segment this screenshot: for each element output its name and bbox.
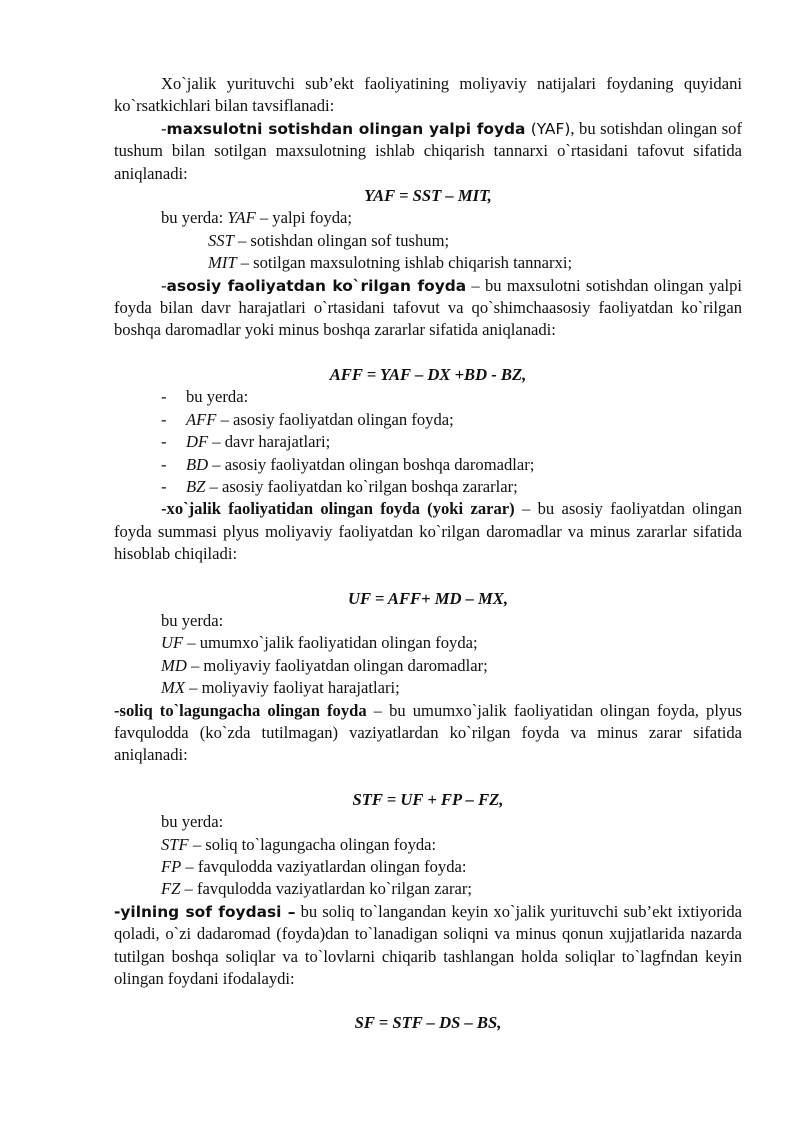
definition-line [114, 454, 742, 476]
definition-line [114, 409, 742, 431]
definition-line [114, 677, 742, 699]
term-gross-profit: maxsulotni sotishdan olingan yalpi foyda [166, 119, 526, 138]
def-text: – sotilgan maxsulotning ishlab chiqarish tannarxi; [236, 253, 573, 273]
section-text: bu soliq to`langandan keyin xo`jalik yurituvchi sub’ekt ixtiyorida qoladi, o`zi dadaromad (foyda)dan to`lanadigan soliqni va minus qonun xujjatlarida nazarda tutilgan boshqa soliqlar va to`lovlarni chiqarib tashlangan holda soliqlar to`lagfndan keyin olingan foydani ifodalaydi: [114, 901, 742, 989]
def-symbol: MX [161, 678, 185, 698]
where-label: bu yerda: [186, 387, 249, 407]
section-net-profit [114, 901, 742, 991]
definition-line [114, 878, 742, 900]
dash-marker: - [161, 432, 167, 452]
section-text: – bu asosiy faoliyatdan olingan foyda summasi plyus moliyaviy faoliyatdan ko`rilgan daromadlar va minus zararlar sifatida hisoblab chiqiladi: [114, 499, 742, 564]
dash-marker: - [161, 476, 167, 496]
def-symbol: BD [186, 454, 209, 474]
definition-line [114, 252, 742, 274]
def-text: – moliyaviy faoliyatdan olingan daromadlar; [186, 655, 488, 675]
intro-paragraph: Xo`jalik yurituvchi sub’ekt faoliyatining moliyaviy natijalari foydaning quyidani ko`rsatkichlari bilan tavsiflanadi: [114, 74, 742, 116]
def-text: – favqulodda vaziyatlardan ko`rilgan zarar; [180, 879, 473, 899]
def-text: – asosiy faoliyatdan olingan boshqa daromadlar; [208, 454, 535, 474]
def-symbol: BZ [186, 476, 206, 496]
def-symbol: FZ [161, 879, 181, 899]
where-line: bu yerda: [161, 610, 224, 630]
def-symbol: STF [161, 834, 189, 854]
section-text: – bu umumxo`jalik faoliyatidan olingan foyda, plyus favqulodda (ko`zda tutilmagan) vaziyatlardan ko`rilgan foyda va minus zarar sifatida aniqlanadi: [114, 700, 742, 765]
formula-stf: STF = UF + FP – FZ, [352, 789, 504, 809]
definition-line [114, 230, 742, 252]
definition-line [114, 655, 742, 677]
formula-aff: AFF = YAF – DX +BD - BZ, [329, 364, 527, 384]
section-operating-profit [114, 275, 742, 342]
def-text: – favqulodda vaziyatlardan olingan foyda: [181, 857, 467, 876]
def-symbol: SST [208, 230, 234, 250]
formula-uf: UF = AFF+ MD – MX, [348, 588, 508, 608]
formula-sf: SF = STF – DS – BS, [354, 1013, 502, 1033]
def-symbol: FP [161, 857, 182, 876]
def-text: – umumxo`jalik faoliyatidan olingan foyda; [183, 633, 478, 653]
section-pretax-profit [114, 700, 742, 767]
term-net-profit: -yilning sof foydasi – [114, 902, 296, 921]
term-pretax-profit: -soliq to`lagungacha olingan foyda [114, 700, 367, 720]
def-text: – yalpi foyda; [255, 208, 353, 228]
def-symbol: YAF [227, 208, 256, 228]
def-symbol: AFF [186, 409, 217, 429]
def-symbol: MD [161, 655, 187, 675]
section-prefix: - [161, 275, 167, 295]
def-text: – moliyaviy faoliyat harajatlari; [184, 678, 400, 698]
section-economic-profit [114, 498, 742, 565]
def-text: – asosiy faoliyatdan olingan foyda; [216, 409, 454, 429]
where-label: bu yerda: [161, 208, 228, 228]
definition-line [114, 632, 742, 654]
definition-line [114, 476, 742, 498]
definition-line [114, 431, 742, 453]
dash-marker: - [161, 387, 167, 407]
def-symbol: MIT [208, 253, 237, 273]
where-line: bu yerda: [161, 812, 224, 832]
where-line [114, 207, 742, 229]
term-operating-profit: asosiy faoliyatdan ko`rilgan foyda [166, 276, 467, 295]
section-prefix: - [161, 118, 167, 138]
term-economic-profit: -xo`jalik faoliyatidan olingan foyda (yoki zarar) [161, 499, 515, 519]
dash-marker: - [161, 454, 167, 474]
section-text: – bu maxsulotni sotishdan olingan yalpi foyda bilan davr harajatlari o`rtasidani tafovut va qo`shimchaasosiy faoliyatdan ko`rilgan boshqa daromadlar yoki minus boshqa zararlar sifatida aniqlanadi: [114, 275, 742, 340]
dash-marker: - [161, 409, 167, 429]
where-line [114, 386, 742, 408]
def-text: – sotishdan olingan sof tushum; [233, 230, 450, 250]
section-text: , bu sotishdan olingan sof tushum bilan sotilgan maxsulotning ishlab chiqarish tannarxi o`rtasidani tafovut sifatida aniqlanadi: [114, 118, 742, 183]
definition-line [114, 856, 742, 878]
definition-line [114, 834, 742, 856]
def-symbol: UF [161, 633, 184, 653]
section-gross-profit [114, 118, 742, 185]
formula-yaf: YAF = SST – MIT, [364, 186, 492, 206]
def-symbol: DF [186, 432, 209, 452]
abbr-yaf: (YAF) [525, 119, 571, 138]
def-text: – davr harajatlari; [208, 432, 331, 452]
def-text: – soliq to`lagungacha olingan foyda: [188, 834, 437, 854]
def-text: – asosiy faoliyatdan ko`rilgan boshqa zararlar; [205, 476, 518, 496]
